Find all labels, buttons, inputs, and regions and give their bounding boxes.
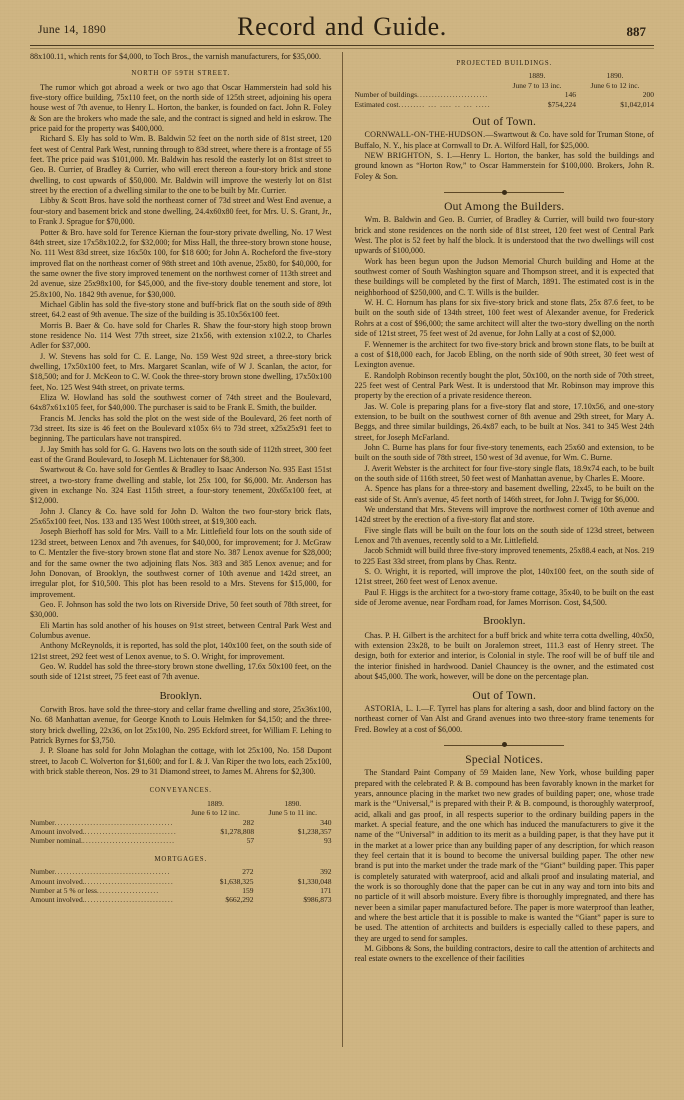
heading-out-of-town-1: Out of Town. [472, 115, 537, 128]
paragraph: Five single flats will be built on the four lots on the south side of 123d street, between Lenox and 7th avenues, recently sold to a Mr. Littlefield. [354, 525, 654, 546]
row-value-1889: $662,292 [225, 895, 254, 905]
paragraph: Anthony McReynolds, it is reported, has sold the plot, 140x100 feet, on the south side of 121st street, 292 feet west of Lenox avenue, to S. O. Wright, for improvement. [30, 641, 332, 661]
paragraph: Geo. F. Johnson has sold the two lots on Riverside Drive, 50 feet south of 78th street, for $30,000. [30, 599, 332, 620]
table-row [30, 886, 332, 895]
row-label-text: Amount involved. [30, 876, 85, 886]
masthead-title-word-1: Record [237, 12, 316, 41]
row-label [355, 90, 499, 99]
table-header-years [30, 799, 332, 808]
paragraph: J. P. Sloane has sold for John Molaghan the cottage, with lot 25x100, No. 158 Dupont street, to Jacob C. Wolverton for $1,600; and for I. & J. Van Riper the two lots, each 25x100, with brick stable thereon, Nos. 29 to 31 Diamond street, to James M. Ahrens for $2,300. [30, 746, 332, 777]
row-label [355, 100, 499, 109]
page-number: 887 [626, 24, 646, 39]
paragraph: The rumor which got abroad a week or two ago that Oscar Hammerstein had sold his five-story office building, 75x110 feet, on the north side of 125th street, adjoining his opera house west of 7th avenue, to Henry L. Horton, the banker, is founded on fact. John R. Foley & Son are the brokers who made the sale, and the contract is signed and held in eskrow. The price paid for the property was $400,000. [30, 82, 332, 134]
table-row [30, 895, 332, 904]
paragraph: J. Jay Smith has sold for G. G. Havens two lots on the south side of 112th street, 300 feet east of the Grand Boulevard, to Joseph M. Lichtenauer for $8,300. [30, 444, 332, 465]
paragraph: S. O. Wright, it is reported, will improve the plot, 140x100 feet, on the south side of 121st street, 260 feet west of Lenox avenue. [354, 567, 654, 587]
paragraph [355, 704, 655, 735]
paragraph: F. Wennemer is the architect for two five-story brick and brown stone flats, to be built at a cost of $18,000 each, for Jacob Ebling, on the north side of 90th street, 30 feet west of Lexington avenue. [354, 339, 654, 370]
paragraph-text: —Henry L. Horton, the banker, has sold the buildings and ground known as “Horton Row,” to Oscar Hammerstein for $100,000. Brokers, John R. Foley & Son. [354, 151, 655, 181]
paragraph: We understand that Mrs. Stevens will improve the northwest corner of 10th avenue and 142d street by the erection of a five-story flat and store. [354, 505, 654, 525]
heading-special-notices: Special Notices. [465, 753, 544, 766]
row-label-text: Number at 5 % or less [30, 885, 97, 895]
row-label [30, 877, 176, 886]
conveyances-col1-range: June 6 to 12 inc. [191, 808, 240, 818]
table-row [30, 836, 332, 845]
row-label-text: Number of buildings [354, 90, 417, 100]
row-value-1889: $1,278,808 [220, 826, 255, 836]
place-lead-in: ASTORIA, L. I. [364, 703, 422, 713]
paragraph [355, 151, 655, 182]
spacer-cell [355, 81, 499, 90]
paragraph: Geo. W. Ruddel has sold the three-story brown stone dwelling, 17.6x 50x100 feet, on the south side of 121st street, 75 feet east of 7th avenue. [30, 661, 332, 682]
issue-date: June 14, 1890 [38, 24, 107, 36]
article-body [0, 46, 684, 1086]
spacer-cell [30, 808, 177, 817]
left-column [30, 52, 341, 1086]
paragraph: E. Randolph Robinson recently bought the plot, 50x100, on the north side of 70th street, 225 feet west of Central Park West. It is understood that Mr. Robinson may improve this property by the erection of a private residence thereon. [354, 370, 654, 401]
projected-col1-year: 1889. [528, 71, 546, 81]
row-value-1890: $1,330,048 [297, 876, 332, 886]
row-label [30, 867, 176, 876]
projected-buildings-caption: PROJECTED BUILDINGS. [456, 60, 553, 67]
heading-north-of-59th: NORTH OF 59TH STREET. [131, 70, 231, 78]
paragraph: J. W. Stevens has sold for C. E. Lange, No. 159 West 92d street, a three-story brick dwelling, 17x50x100 feet, to Mrs. Margaret Scanlan, wife of W J. Scanlan, the actor, for $18,500; and for J. McKeon to C. W. Cook the three-story brown stone dwelling, 17x50x100 feet, No. 125 West 94th street, on private terms. [30, 351, 332, 392]
row-label-text: Estimated cost [354, 99, 399, 109]
paragraph: M. Gibbons & Sons, the building contractors, desire to call the attention of architects and real estate owners to the excellence of their facilities [354, 944, 654, 964]
paragraph: Corwith Bros. have sold the three-story and cellar frame dwelling and store, 25x36x100, No. 68 Manhattan avenue, for George Knoth to Louis Helmken for $4,150; and the three-story brick dwelling, 22x36, on lot 25x100, No. 295 Eckford street, for William F. Lehing to Patrick Byrnes for $3,750. [30, 704, 332, 745]
paragraph [355, 130, 655, 151]
paragraph: W. H. C. Hornum has plans for six five-story brick and stone flats, 25x 87.6 feet, to be built on the south side of 134th street, 100 feet west of Alexander avenue, for Frederick Rohrs at a cost of $96,000; the same architect will alter the two-story dwelling on the north side of 121st street, 75 feet west of 2d avenue, for John Lally at a cost of $2,000. [354, 298, 654, 339]
table-header-ranges [30, 808, 332, 817]
conveyances-col2-range: June 5 to 11 inc. [268, 808, 318, 818]
row-value-1889: $754,224 [547, 99, 576, 109]
table-row [355, 90, 655, 99]
table-row [30, 818, 332, 827]
paragraph: Chas. P. H. Gilbert is the architect for a buff brick and white terra cotta dwelling, 40x50, with extension 23x28, to be built on Joralemon street, 111.3 east of Henry street. The design, both for exterior and interior, is Colonial in style. The roof will be of buff tile and the interior finished in hardwood. Daniel Chauncey is the owner, and the estimated cost about $45,000. The work, however, will be done on the percentage plan. [354, 630, 654, 682]
heading-out-of-town-2: Out of Town. [472, 689, 537, 702]
paragraph: A. Spence has plans for a three-story and basement dwelling, 22x45, to be built on the east side of St. Ann's avenue, 45 feet north of 146th street, for John J. Twigg for $6,000. [354, 484, 654, 504]
table-header-years [355, 71, 655, 80]
projected-col1-range: June 7 to 13 inc. [512, 80, 562, 90]
masthead-title-word-2: and [324, 12, 365, 41]
row-value-1889: 57 [246, 836, 255, 846]
conveyances-col2-year: 1890. [284, 798, 302, 808]
paragraph: Joseph Bierhoff has sold for Mrs. Vaill to a Mr. Littlefield four lots on the south side of 123d street, between Lenox and 7th avenues, for $40,000, for improvement; for J. McGraw to C. Mentzler the five-story brown stone flat and store No. 387 Lenox avenue for $28,000; and for the same owner the two adjoining flats Nos. 383 and 385 Lenox avenue; and for John Donovan, of Brooklyn, the southwest corner of 10th avenue and 142d street, an irregular plot, for $10,500. This plot has been resold to a Mrs. Stevens for $15,000, for improvement. [30, 527, 332, 599]
column-divider [342, 52, 343, 1047]
row-label-text: Amount involved. [30, 895, 85, 905]
masthead-title-word-3: Guide. [373, 12, 447, 41]
mortgages-caption: MORTGAGES. [154, 855, 208, 863]
leader-dots: ........................ [417, 90, 489, 100]
row-label-text: Number nominal. [30, 836, 83, 846]
masthead [0, 0, 684, 46]
mortgages-table [30, 867, 332, 905]
paragraph: Jacob Schmidt will build three five-story improved tenements, 25x88.4 each, at Nos. 219 to 225 East 33d street, from plans by Chas. Rentz. [354, 546, 654, 566]
heading-brooklyn-left: Brooklyn. [159, 690, 202, 702]
row-value-1889: $1,638,325 [219, 876, 254, 886]
row-value-1890: 171 [320, 885, 332, 895]
conveyances-table [30, 799, 332, 846]
paragraph: Eli Martin has sold another of his houses on 91st street, between Central Park West and Columbus avenue. [30, 620, 332, 640]
paragraph: Morris B. Baer & Co. have sold for Charles R. Shaw the four-story high stoop brown stone residence No. 114 West 77th street, size 21x56, with extension x102.2, to Charles Adler for $37,000. [30, 320, 332, 351]
paragraph: J. Averit Webster is the architect for four five-story single flats, 18.9x74 each, to be built on the south side of 116th street, 50 feet west of Manhattan avenue, by Charles E. Moore. [354, 463, 654, 483]
heading-out-among-the-builders: Out Among the Builders. [444, 201, 565, 214]
table-row [30, 877, 332, 886]
projected-col2-year: 1890. [606, 71, 624, 81]
paragraph: Potter & Bro. have sold for Terence Kiernan the four-story private dwelling, No. 17 West 84th street, size 17x58x102.2, for $32,000; for Miss Hall, the three-story brown stone house, No. 111 West 83d street, size 16x50x 100, for $18 600; for John A. Rocheford the five-story improved flat on the northeast corner of 98th street and 10th avenue, 25x80, for $40,000, for the same owner the five story improved tenement on the northwest corner of 113th street and 2d avenue, size 25x98x100, for $45,000, and the five-story double tenement and store, lot 25.8x100, No. 1842 9th avenue, for $30,000. [30, 227, 332, 299]
opening-paragraph: 88x100.11, which rents for $4,000, to Toch Bros., the varnish manufacturers, for $35,000. [30, 52, 321, 61]
section-divider-ornament [355, 188, 655, 196]
paragraph: Francis M. Jencks has sold the plot on the west side of the Boulevard, 26 feet north of 73d street. Its size is 46 feet on the Boulevard x105x 6½ to 73d street, x25x25x91 feet to beginning. The particulars have not transpired. [30, 413, 332, 444]
projected-buildings-table [355, 71, 655, 109]
row-value-1890: 340 [320, 817, 332, 827]
row-label [30, 886, 176, 895]
leader-dots: .............................. [84, 895, 174, 905]
paragraph: The Standard Paint Company of 59 Maiden lane, New York, whose building paper prepared with the celebrated P. & B. compound has been favorably known in the market for years, announce placing in the market two new grades of building paper; one, whose trade mark is the “Universal,” is prepared with their P. & B. compound, is thoroughly waterproof, acid, alkali and gas proof, in all respects superior to the ordinary building papers in the market. A special feature, and the one which has induced the manufacturers to give it the name of the “Universal” in addition to its merit as a building paper, is that they have put it in the market at a lower price than any building paper of any description, for which reason they feel certain that it is bound to become the universal building paper. The other new brand is put into the market under the trade mark of the “Giant” building paper. This paper is completely saturated with waterproof, acid and alkali proof and insulating material, and the work is so thoroughly done that the paper can be cut in any way and torn into bits and no particle of it will absorb moisture. Every fibre is thoroughly impregnated, and there has never been a similar paper manufactured before. The paper is more waterproof than leather, and where the best article that it is possible to make is wanted the “Giant” paper is sure to be used. The attention of architects and builders is especially called to these papers, and they are urged to send for samples. [354, 768, 654, 943]
conveyances-caption: CONVEYANCES. [149, 787, 212, 795]
row-label [30, 818, 177, 827]
place-lead-in: CORNWALL-ON-THE-HUDSON. [364, 130, 486, 140]
paragraph: Swartwout & Co. have sold for Gentles & Bradley to Isaac Anderson No. 935 East 151st street, a two-story frame dwelling and stable, lot 25x 100, for $6,000. Mr. Anderson has given in exchange No. 324 East 115th street, a four-story tenement, 20x65x100 feet, at $12,000. [30, 465, 332, 506]
leader-dots: ............................... [82, 836, 176, 846]
row-label [30, 895, 176, 904]
paragraph: Paul F. Higgs is the architect for a two-story frame cottage, 35x40, to be built on the east side of Jerome avenue, near Fordham road, for James Morrison. Cost, $4,500. [354, 587, 654, 608]
row-value-1890: $986,873 [303, 895, 332, 905]
paragraph-text: —Swartwout & Co. have sold for Truman Stone, of Buffalo, N. Y., his place at Cornwall to Dr. A. Wilford Hall, for $25,000. [354, 130, 654, 150]
row-value-1890: 392 [320, 867, 332, 877]
leader-dots: .............................. [84, 876, 174, 886]
row-label [30, 827, 177, 836]
row-value-1890: 200 [642, 90, 654, 100]
paragraph-text: —F. Tyrrel has plans for altering a sash, door and blind factory on the northeast corner of Van Alst and Grand avenues into two three-story frame tenements for Fred. Bowley at a cost of $6,000. [354, 703, 655, 734]
leader-dots: ..................... [96, 885, 160, 895]
leader-dots: ........................................ [54, 817, 174, 827]
paragraph: Richard S. Ely has sold to Wm. B. Baldwin 52 feet on the north side of 81st street, 120 feet west of Central Park West, running through to 83d street, where there is a frontage of 55 feet. The price paid was $101,000. Mr. Baldwin has resold the easterly lot on 81st street to Geo. B. Currier, of Bradley & Currier, who will erect thereon a four-story brick and stone dwelling, to cost upwards of $50,000. Mr. Baldwin will improve the westerly lot on 81st street by the erection of a dwelling similar to the one to be built by Mr. Currier. [30, 134, 332, 196]
heading-brooklyn-right: Brooklyn. [483, 616, 526, 628]
row-label [30, 836, 177, 845]
leader-dots: ....................................... [54, 867, 171, 877]
page-title [0, 12, 684, 42]
paragraph: John J. Clancy & Co. have sold for John D. Walton the two four-story brick flats, 25x65x100 feet, Nos. 133 and 135 West 100th street, at $19,300 each. [30, 506, 332, 527]
row-value-1889: 282 [242, 817, 255, 827]
table-row [355, 100, 655, 109]
row-value-1889: 272 [242, 867, 254, 877]
spacer-cell [355, 71, 499, 80]
paragraph: Work has been begun upon the Judson Memorial Church building and Home at the southwest corner of South Washington square and Thompson street, and it is expected that these buildings will be completed by the first of March, 1891. The estimated cost is in the neighborhood of $250,000, and C. T. Wills is the builder. [354, 256, 654, 297]
row-value-1889: 146 [564, 90, 576, 100]
paragraph: Jas. W. Cole is preparing plans for a five-story flat and store, 17.10x56, and one-story extension, to be built on the southwest corner of 8th avenue and 29th street, for Mary A. Beggs, and three similar buildings, 26.4x87 each, to be built at Nos. 341 to 345 West 24th street, for Joseph McFarland. [354, 401, 654, 442]
table-row [30, 827, 332, 836]
projected-col2-range: June 6 to 12 inc. [590, 80, 640, 90]
place-lead-in: NEW BRIGHTON, S. I. [364, 151, 453, 160]
row-value-1890: $1,238,357 [297, 826, 332, 836]
right-column [344, 52, 655, 1086]
paragraph: Wm. B. Baldwin and Geo. B. Currier, of Bradley & Currier, will build two four-story brick and stone residences on the north side of 81st street, 120 feet west of Central Park West. The plot is 52 feet by half the block. It is understood that the two dwellings will cost upwards of $100,000. [354, 215, 654, 256]
spacer-cell [30, 799, 177, 808]
table-row [30, 867, 332, 876]
row-value-1890: 93 [324, 836, 332, 846]
paragraph: Michael Giblin has sold the five-story stone and buff-brick flat on the south side of 89th street, 64.2 east of 9th avenue. The size of the building is 35.10x56x100 feet. [30, 299, 332, 320]
section-divider-ornament [355, 741, 655, 749]
row-value-1889: 159 [242, 885, 254, 895]
row-label-text: Amount involved. [30, 826, 85, 836]
leader-dots: ......... ... .... .. ... ..... [398, 99, 491, 109]
paragraph: Eliza W. Howland has sold the southwest corner of 74th street and the Boulevard, 64x87x61x105 feet, for $40,000. The purchaser is said to be Frank E. Smith, the builder. [30, 393, 332, 413]
leader-dots: ............................... [84, 826, 177, 836]
row-label-text: Number [30, 817, 55, 827]
paragraph: Libby & Scott Bros. have sold the northeast corner of 73d street and West End avenue, a four-story and basement brick and stone dwelling, 24.4x60x80 feet, for Mrs. U. S. Grant, Jr., to Frank J. Sprague for $70,000. [30, 196, 332, 227]
row-label-text: Number [30, 867, 55, 877]
paragraph: John C. Burne has plans for four five-story tenements, each 25x60 and extension, to be built on the south side of 78th street, 150 west of 3d avenue, for Wm. C. Burne. [354, 442, 654, 463]
row-value-1890: $1,042,014 [620, 99, 654, 109]
table-header-ranges [355, 81, 655, 90]
conveyances-col1-year: 1889. [207, 798, 224, 808]
